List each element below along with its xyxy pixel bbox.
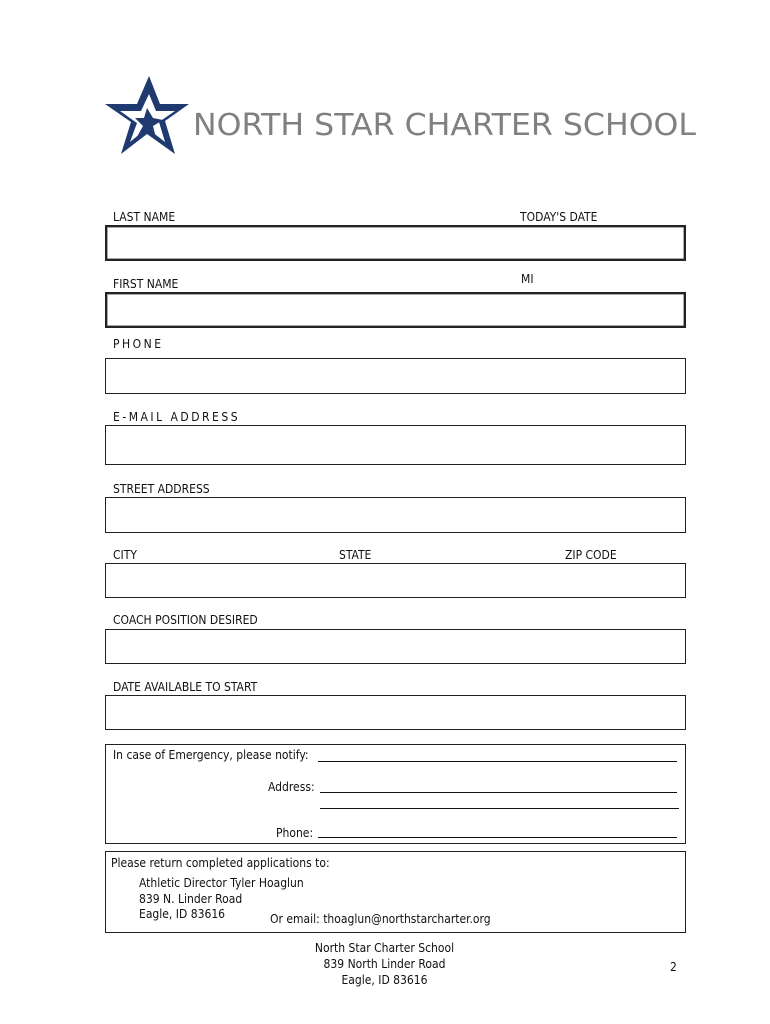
footer-street: 839 North Linder Road <box>323 957 446 971</box>
return-email: Or email: thoaglun@northstarcharter.org <box>270 912 491 926</box>
footer-city: Eagle, ID 83616 <box>341 973 428 987</box>
email-label: E-MAIL ADDRESS <box>113 410 241 424</box>
phone-label: PHONE <box>113 337 164 351</box>
emergency-phone-label: Phone: <box>276 826 314 840</box>
return-recipient: Athletic Director Tyler Hoaglun <box>139 876 304 890</box>
footer-school-name: North Star Charter School <box>314 941 455 955</box>
date-available-label: DATE AVAILABLE TO START <box>113 680 258 694</box>
zip-code-label: ZIP CODE <box>565 548 617 562</box>
coach-position-field[interactable] <box>105 629 686 664</box>
street-address-label: STREET ADDRESS <box>113 482 210 496</box>
date-available-field[interactable] <box>105 695 686 730</box>
emergency-address-line-1[interactable] <box>320 792 677 793</box>
emergency-name-line[interactable] <box>318 761 677 762</box>
coach-position-label: COACH POSITION DESIRED <box>113 613 258 627</box>
return-street: 839 N. Linder Road <box>139 892 243 906</box>
school-name <box>193 104 698 144</box>
emergency-phone-line[interactable] <box>318 837 677 838</box>
emergency-address-label: Address: <box>268 780 315 794</box>
emergency-notify-label: In case of Emergency, please notify: <box>113 748 309 762</box>
first-name-label: FIRST NAME <box>113 277 179 291</box>
street-address-field[interactable] <box>105 497 686 533</box>
return-heading: Please return completed applications to: <box>111 856 330 870</box>
todays-date-label: TODAY'S DATE <box>520 210 598 224</box>
last-name-field[interactable] <box>105 225 686 261</box>
last-name-label: LAST NAME <box>113 210 176 224</box>
mi-label: MI <box>521 272 534 286</box>
phone-field[interactable] <box>105 358 686 394</box>
emergency-address-line-2[interactable] <box>320 808 679 809</box>
return-city: Eagle, ID 83616 <box>139 907 226 921</box>
star-logo-icon <box>103 74 191 158</box>
page-number: 2 <box>670 960 677 974</box>
state-label: STATE <box>339 548 372 562</box>
city-label: CITY <box>113 548 137 562</box>
email-field[interactable] <box>105 425 686 465</box>
first-name-field[interactable] <box>105 292 686 328</box>
svg-text:NORTH STAR CHARTER SCHOOL: NORTH STAR CHARTER SCHOOL <box>193 108 697 143</box>
city-state-zip-field[interactable] <box>105 563 686 598</box>
